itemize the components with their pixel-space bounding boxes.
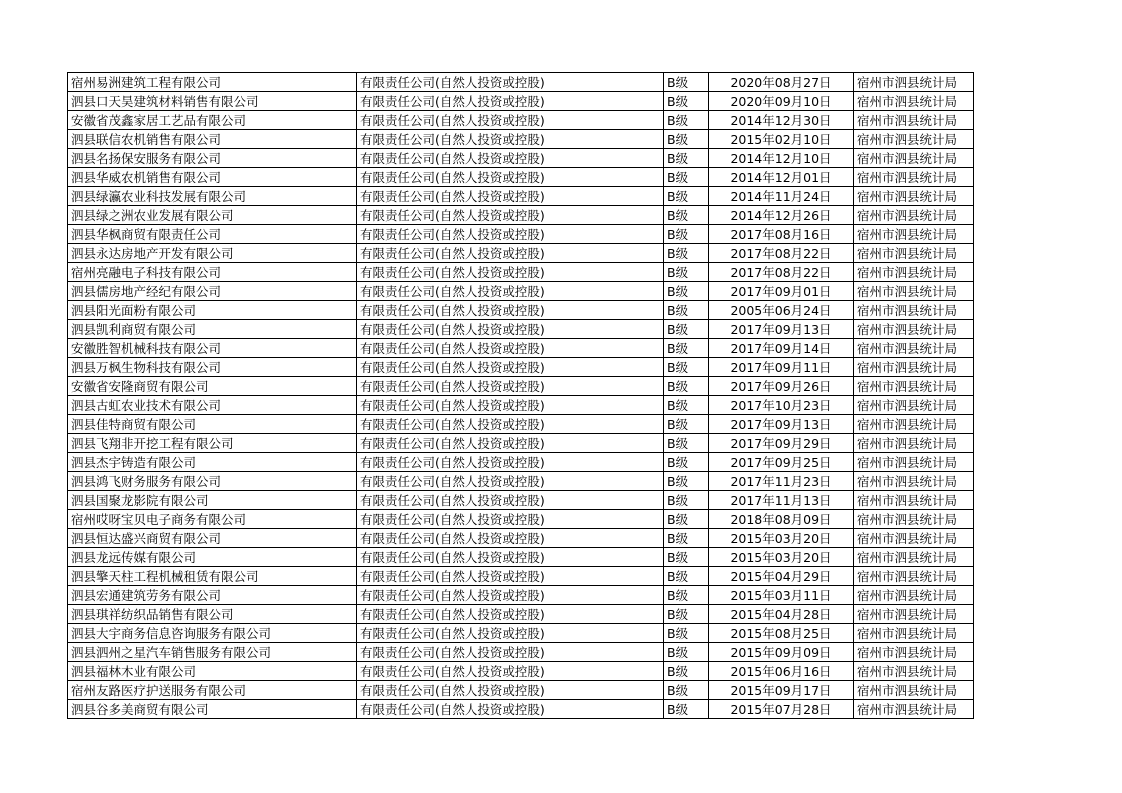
date-cell: 2015年06月16日	[709, 662, 854, 681]
agency-cell: 宿州市泗县统计局	[854, 225, 974, 244]
company-name-cell: 泗县大宇商务信息咨询服务有限公司	[68, 624, 357, 643]
company-type-cell: 有限责任公司(自然人投资或控股)	[357, 263, 664, 282]
table-row	[68, 643, 974, 662]
table-row	[68, 187, 974, 206]
table-row	[68, 244, 974, 263]
grade-cell: B级	[664, 510, 709, 529]
company-type-cell: 有限责任公司(自然人投资或控股)	[357, 510, 664, 529]
date-cell: 2020年09月10日	[709, 92, 854, 111]
company-type-cell: 有限责任公司(自然人投资或控股)	[357, 377, 664, 396]
table-row	[68, 434, 974, 453]
table-row	[68, 130, 974, 149]
grade-cell: B级	[664, 415, 709, 434]
agency-cell: 宿州市泗县统计局	[854, 434, 974, 453]
company-name-cell: 泗县绿之洲农业发展有限公司	[68, 206, 357, 225]
agency-cell: 宿州市泗县统计局	[854, 396, 974, 415]
agency-cell: 宿州市泗县统计局	[854, 700, 974, 719]
agency-cell: 宿州市泗县统计局	[854, 605, 974, 624]
company-type-cell: 有限责任公司(自然人投资或控股)	[357, 225, 664, 244]
grade-cell: B级	[664, 320, 709, 339]
date-cell: 2015年04月29日	[709, 567, 854, 586]
table-row	[68, 529, 974, 548]
grade-cell: B级	[664, 662, 709, 681]
company-type-cell: 有限责任公司(自然人投资或控股)	[357, 700, 664, 719]
company-name-cell: 泗县阳光面粉有限公司	[68, 301, 357, 320]
agency-cell: 宿州市泗县统计局	[854, 282, 974, 301]
agency-cell: 宿州市泗县统计局	[854, 339, 974, 358]
table-row	[68, 282, 974, 301]
table-row	[68, 472, 974, 491]
date-cell: 2017年09月25日	[709, 453, 854, 472]
agency-cell: 宿州市泗县统计局	[854, 73, 974, 92]
table-row	[68, 491, 974, 510]
table-row	[68, 396, 974, 415]
company-type-cell: 有限责任公司(自然人投资或控股)	[357, 358, 664, 377]
company-name-cell: 宿州易洲建筑工程有限公司	[68, 73, 357, 92]
date-cell: 2020年08月27日	[709, 73, 854, 92]
agency-cell: 宿州市泗县统计局	[854, 643, 974, 662]
table-row	[68, 206, 974, 225]
grade-cell: B级	[664, 624, 709, 643]
agency-cell: 宿州市泗县统计局	[854, 187, 974, 206]
company-type-cell: 有限责任公司(自然人投资或控股)	[357, 206, 664, 225]
agency-cell: 宿州市泗县统计局	[854, 472, 974, 491]
table-row	[68, 358, 974, 377]
table-row	[68, 149, 974, 168]
grade-cell: B级	[664, 434, 709, 453]
company-name-cell: 安徽胜智机械科技有限公司	[68, 339, 357, 358]
company-name-cell: 泗县名扬保安服务有限公司	[68, 149, 357, 168]
table-row	[68, 339, 974, 358]
company-type-cell: 有限责任公司(自然人投资或控股)	[357, 529, 664, 548]
date-cell: 2017年09月14日	[709, 339, 854, 358]
company-type-cell: 有限责任公司(自然人投资或控股)	[357, 415, 664, 434]
company-name-cell: 泗县杰宇铸造有限公司	[68, 453, 357, 472]
agency-cell: 宿州市泗县统计局	[854, 662, 974, 681]
company-type-cell: 有限责任公司(自然人投资或控股)	[357, 472, 664, 491]
company-type-cell: 有限责任公司(自然人投资或控股)	[357, 339, 664, 358]
company-type-cell: 有限责任公司(自然人投资或控股)	[357, 130, 664, 149]
company-type-cell: 有限责任公司(自然人投资或控股)	[357, 149, 664, 168]
agency-cell: 宿州市泗县统计局	[854, 491, 974, 510]
grade-cell: B级	[664, 73, 709, 92]
table-row	[68, 662, 974, 681]
date-cell: 2015年07月28日	[709, 700, 854, 719]
table-row	[68, 548, 974, 567]
date-cell: 2005年06月24日	[709, 301, 854, 320]
date-cell: 2015年02月10日	[709, 130, 854, 149]
grade-cell: B级	[664, 111, 709, 130]
company-type-cell: 有限责任公司(自然人投资或控股)	[357, 491, 664, 510]
date-cell: 2015年09月09日	[709, 643, 854, 662]
agency-cell: 宿州市泗县统计局	[854, 681, 974, 700]
grade-cell: B级	[664, 263, 709, 282]
date-cell: 2015年08月25日	[709, 624, 854, 643]
table-row	[68, 415, 974, 434]
company-name-cell: 泗县儒房地产经纪有限公司	[68, 282, 357, 301]
grade-cell: B级	[664, 472, 709, 491]
company-name-cell: 泗县龙远传媒有限公司	[68, 548, 357, 567]
grade-cell: B级	[664, 643, 709, 662]
agency-cell: 宿州市泗县统计局	[854, 206, 974, 225]
company-name-cell: 泗县擎天柱工程机械租赁有限公司	[68, 567, 357, 586]
agency-cell: 宿州市泗县统计局	[854, 415, 974, 434]
agency-cell: 宿州市泗县统计局	[854, 111, 974, 130]
table-row	[68, 681, 974, 700]
company-name-cell: 泗县佳特商贸有限公司	[68, 415, 357, 434]
company-name-cell: 安徽省茂鑫家居工艺品有限公司	[68, 111, 357, 130]
company-name-cell: 宿州亮融电子科技有限公司	[68, 263, 357, 282]
table-row	[68, 92, 974, 111]
date-cell: 2015年04月28日	[709, 605, 854, 624]
company-name-cell: 泗县国聚龙影院有限公司	[68, 491, 357, 510]
company-name-cell: 宿州友路医疗护送服务有限公司	[68, 681, 357, 700]
date-cell: 2017年11月23日	[709, 472, 854, 491]
agency-cell: 宿州市泗县统计局	[854, 567, 974, 586]
agency-cell: 宿州市泗县统计局	[854, 92, 974, 111]
company-type-cell: 有限责任公司(自然人投资或控股)	[357, 643, 664, 662]
agency-cell: 宿州市泗县统计局	[854, 377, 974, 396]
grade-cell: B级	[664, 453, 709, 472]
agency-cell: 宿州市泗县统计局	[854, 586, 974, 605]
date-cell: 2015年03月11日	[709, 586, 854, 605]
agency-cell: 宿州市泗县统计局	[854, 529, 974, 548]
grade-cell: B级	[664, 130, 709, 149]
date-cell: 2017年09月13日	[709, 415, 854, 434]
grade-cell: B级	[664, 301, 709, 320]
grade-cell: B级	[664, 681, 709, 700]
grade-cell: B级	[664, 586, 709, 605]
table-row	[68, 111, 974, 130]
company-type-cell: 有限责任公司(自然人投资或控股)	[357, 662, 664, 681]
date-cell: 2017年09月13日	[709, 320, 854, 339]
grade-cell: B级	[664, 377, 709, 396]
grade-cell: B级	[664, 339, 709, 358]
table-row	[68, 301, 974, 320]
company-name-cell: 泗县琪祥纺织品销售有限公司	[68, 605, 357, 624]
company-type-cell: 有限责任公司(自然人投资或控股)	[357, 396, 664, 415]
company-name-cell: 泗县口天昊建筑材料销售有限公司	[68, 92, 357, 111]
table-row	[68, 567, 974, 586]
company-name-cell: 泗县鸿飞财务服务有限公司	[68, 472, 357, 491]
table-row	[68, 624, 974, 643]
agency-cell: 宿州市泗县统计局	[854, 358, 974, 377]
company-type-cell: 有限责任公司(自然人投资或控股)	[357, 624, 664, 643]
grade-cell: B级	[664, 206, 709, 225]
company-name-cell: 泗县福林木业有限公司	[68, 662, 357, 681]
company-name-cell: 泗县凯利商贸有限公司	[68, 320, 357, 339]
company-type-cell: 有限责任公司(自然人投资或控股)	[357, 187, 664, 206]
company-type-cell: 有限责任公司(自然人投资或控股)	[357, 567, 664, 586]
table-row	[68, 605, 974, 624]
grade-cell: B级	[664, 700, 709, 719]
company-type-cell: 有限责任公司(自然人投资或控股)	[357, 168, 664, 187]
company-name-cell: 泗县宏通建筑劳务有限公司	[68, 586, 357, 605]
company-type-cell: 有限责任公司(自然人投资或控股)	[357, 282, 664, 301]
table-row	[68, 73, 974, 92]
company-name-cell: 泗县华威农机销售有限公司	[68, 168, 357, 187]
date-cell: 2015年09月17日	[709, 681, 854, 700]
date-cell: 2017年08月16日	[709, 225, 854, 244]
company-name-cell: 泗县永达房地产开发有限公司	[68, 244, 357, 263]
company-type-cell: 有限责任公司(自然人投资或控股)	[357, 453, 664, 472]
table-row	[68, 225, 974, 244]
company-name-cell: 泗县飞翔非开挖工程有限公司	[68, 434, 357, 453]
table-row	[68, 377, 974, 396]
table-row	[68, 700, 974, 719]
agency-cell: 宿州市泗县统计局	[854, 301, 974, 320]
grade-cell: B级	[664, 548, 709, 567]
date-cell: 2017年08月22日	[709, 263, 854, 282]
table-row	[68, 510, 974, 529]
table-row	[68, 168, 974, 187]
grade-cell: B级	[664, 225, 709, 244]
company-type-cell: 有限责任公司(自然人投资或控股)	[357, 320, 664, 339]
agency-cell: 宿州市泗县统计局	[854, 510, 974, 529]
date-cell: 2014年12月30日	[709, 111, 854, 130]
company-type-cell: 有限责任公司(自然人投资或控股)	[357, 548, 664, 567]
table-row	[68, 586, 974, 605]
date-cell: 2018年08月09日	[709, 510, 854, 529]
grade-cell: B级	[664, 491, 709, 510]
agency-cell: 宿州市泗县统计局	[854, 263, 974, 282]
grade-cell: B级	[664, 529, 709, 548]
date-cell: 2017年09月26日	[709, 377, 854, 396]
company-type-cell: 有限责任公司(自然人投资或控股)	[357, 244, 664, 263]
company-type-cell: 有限责任公司(自然人投资或控股)	[357, 92, 664, 111]
company-name-cell: 泗县万枫生物科技有限公司	[68, 358, 357, 377]
company-name-cell: 泗县华枫商贸有限责任公司	[68, 225, 357, 244]
company-name-cell: 泗县谷多美商贸有限公司	[68, 700, 357, 719]
grade-cell: B级	[664, 605, 709, 624]
agency-cell: 宿州市泗县统计局	[854, 168, 974, 187]
agency-cell: 宿州市泗县统计局	[854, 453, 974, 472]
grade-cell: B级	[664, 149, 709, 168]
date-cell: 2014年12月01日	[709, 168, 854, 187]
date-cell: 2017年10月23日	[709, 396, 854, 415]
company-name-cell: 安徽省安隆商贸有限公司	[68, 377, 357, 396]
date-cell: 2014年12月10日	[709, 149, 854, 168]
company-type-cell: 有限责任公司(自然人投资或控股)	[357, 605, 664, 624]
agency-cell: 宿州市泗县统计局	[854, 149, 974, 168]
agency-cell: 宿州市泗县统计局	[854, 244, 974, 263]
agency-cell: 宿州市泗县统计局	[854, 548, 974, 567]
grade-cell: B级	[664, 244, 709, 263]
company-name-cell: 宿州哎呀宝贝电子商务有限公司	[68, 510, 357, 529]
table-row	[68, 453, 974, 472]
table-row	[68, 263, 974, 282]
date-cell: 2017年11月13日	[709, 491, 854, 510]
date-cell: 2017年09月11日	[709, 358, 854, 377]
agency-cell: 宿州市泗县统计局	[854, 624, 974, 643]
date-cell: 2017年09月29日	[709, 434, 854, 453]
company-name-cell: 泗县联信农机销售有限公司	[68, 130, 357, 149]
company-name-cell: 泗县恒达盛兴商贸有限公司	[68, 529, 357, 548]
grade-cell: B级	[664, 567, 709, 586]
grade-cell: B级	[664, 358, 709, 377]
date-cell: 2014年12月26日	[709, 206, 854, 225]
company-type-cell: 有限责任公司(自然人投资或控股)	[357, 586, 664, 605]
company-name-cell: 泗县古虹农业技术有限公司	[68, 396, 357, 415]
grade-cell: B级	[664, 396, 709, 415]
grade-cell: B级	[664, 187, 709, 206]
date-cell: 2015年03月20日	[709, 548, 854, 567]
agency-cell: 宿州市泗县统计局	[854, 320, 974, 339]
table-row	[68, 320, 974, 339]
company-table-body	[68, 73, 974, 719]
agency-cell: 宿州市泗县统计局	[854, 130, 974, 149]
date-cell: 2014年11月24日	[709, 187, 854, 206]
company-type-cell: 有限责任公司(自然人投资或控股)	[357, 434, 664, 453]
grade-cell: B级	[664, 168, 709, 187]
company-type-cell: 有限责任公司(自然人投资或控股)	[357, 301, 664, 320]
date-cell: 2017年08月22日	[709, 244, 854, 263]
company-name-cell: 泗县泗州之星汽车销售服务有限公司	[68, 643, 357, 662]
company-table	[67, 72, 974, 719]
date-cell: 2015年03月20日	[709, 529, 854, 548]
company-type-cell: 有限责任公司(自然人投资或控股)	[357, 111, 664, 130]
company-type-cell: 有限责任公司(自然人投资或控股)	[357, 73, 664, 92]
company-name-cell: 泗县绿瀛农业科技发展有限公司	[68, 187, 357, 206]
grade-cell: B级	[664, 92, 709, 111]
grade-cell: B级	[664, 282, 709, 301]
company-type-cell: 有限责任公司(自然人投资或控股)	[357, 681, 664, 700]
date-cell: 2017年09月01日	[709, 282, 854, 301]
